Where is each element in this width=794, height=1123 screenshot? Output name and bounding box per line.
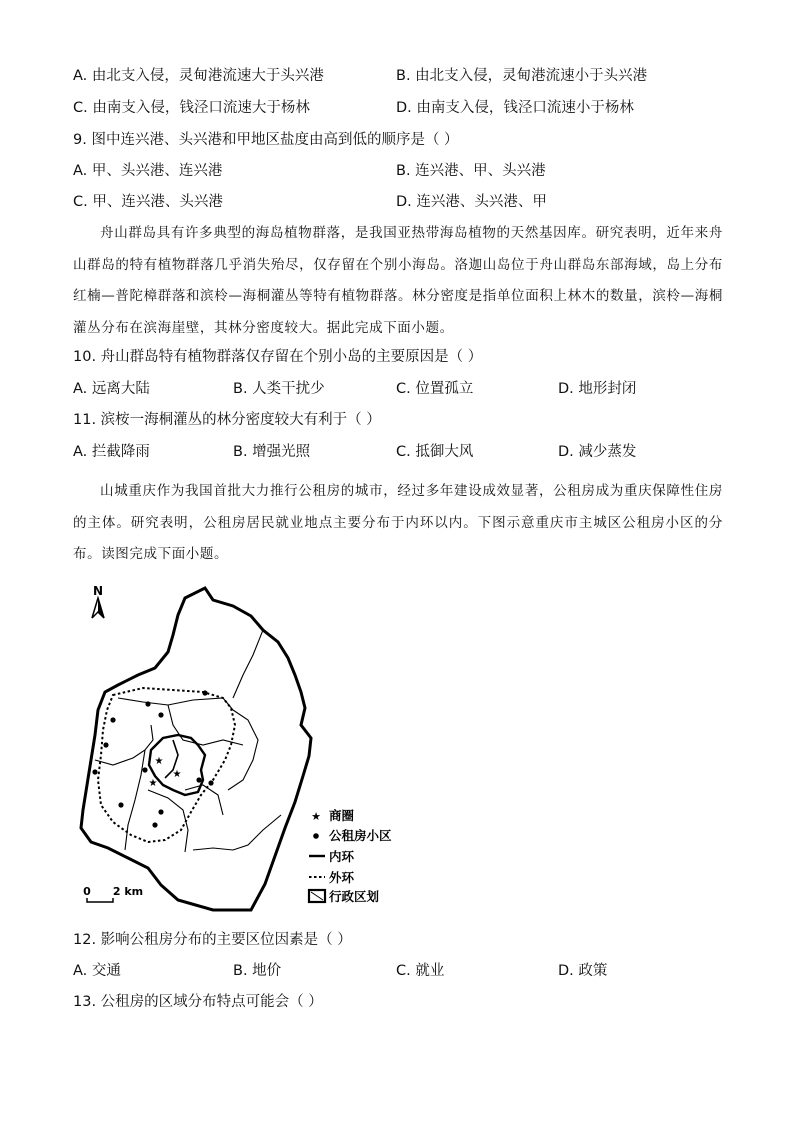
outer-ring (98, 688, 235, 842)
q9-option-b: B. 连兴港、甲、头兴港 (396, 163, 546, 179)
district-boundary (148, 790, 188, 852)
map-legend (309, 808, 392, 904)
q11-option-a: A. 拦截降雨 (73, 444, 150, 460)
legend-label-outer-ring: 外环 (329, 870, 355, 885)
passage1-line-3: 红楠—普陀樟群落和滨柃—海桐灌丛等特有植物群落。林分密度是指单位面积上林木的数量，滨柃—海桐 (73, 288, 723, 304)
q12-stem: 12. 影响公租房分布的主要区位因素是（ ） (73, 932, 352, 948)
q8-option-b: B. 由北支入侵，灵甸港流速小于头兴港 (396, 68, 648, 84)
passage2-line-3: 布。读图完成下面小题。 (73, 546, 229, 562)
q10-option-b: B. 人类干扰少 (233, 381, 325, 397)
q8-option-c: C. 由南支入侵，钱泾口流速大于杨林 (73, 100, 310, 116)
public-rental-dot (152, 822, 157, 827)
q9-option-c: C. 甲、连兴港、头兴港 (73, 194, 223, 210)
passage-zhoushan (73, 218, 723, 344)
north-arrow-icon (92, 584, 104, 618)
public-rental-dot (202, 690, 207, 695)
legend-dot-icon (313, 833, 319, 839)
public-rental-dot (103, 742, 108, 747)
legend-label-business: 商圈 (329, 808, 355, 823)
passage2-line-2: 的主体。研究表明，公租房居民就业地点主要分布于内环以内。下图示意重庆市主城区公租房小区的分 (73, 514, 723, 531)
passage1-line-4: 灌丛分布在滨海崖壁，其林分密度较大。据此完成下面小题。 (73, 319, 454, 336)
passage1-line-1: 舟山群岛具有许多典型的海岛植物群落，是我国亚热带海岛植物的天然基因库。研究表明，近年来舟 (100, 225, 723, 241)
q12-option-a: A. 交通 (73, 963, 121, 979)
legend-label-admin-division: 行政区划 (329, 889, 380, 904)
north-label: N (92, 584, 104, 598)
q10-option-a: A. 远离大陆 (73, 381, 150, 397)
passage1-line-2: 山群岛的特有植物群落几乎消失殆尽，仅存留在个别小海岛。洛迦山岛位于舟山群岛东部海域，岛上分布 (73, 256, 723, 273)
legend-label-rental: 公租房小区 (329, 828, 392, 843)
q8-option-a: A. 由北支入侵，灵甸港流速大于头兴港 (73, 68, 324, 84)
q12-option-c: C. 就业 (396, 963, 445, 979)
public-rental-dot (142, 767, 147, 772)
legend-boundary-icon (309, 890, 325, 902)
business-district-star: ★ (172, 769, 182, 780)
q12-option-b: B. 地价 (233, 963, 282, 979)
district-boundary (185, 785, 223, 815)
public-rental-dot (145, 701, 150, 706)
q13-stem: 13. 公租房的区域分布特点可能会（ ） (73, 994, 323, 1010)
passage-chongqing (73, 476, 723, 571)
q11-option-c: C. 抵御大风 (396, 444, 474, 460)
district-boundary (193, 815, 281, 850)
q9-option-a: A. 甲、头兴港、连兴港 (73, 163, 223, 179)
chongqing-public-rental-map (73, 580, 423, 915)
legend-star-icon: ★ (311, 810, 321, 823)
q9-stem: 9. 图中连兴港、头兴港和甲地区盐度由高到低的顺序是（ ） (73, 132, 459, 148)
scale-zero-label: 0 (83, 885, 91, 898)
public-rental-dot (196, 777, 201, 782)
q11-option-b: B. 增强光照 (233, 444, 311, 460)
q10-option-c: C. 位置孤立 (396, 381, 474, 397)
public-rental-dot (208, 780, 213, 785)
q10-option-d: D. 地形封闭 (558, 381, 637, 397)
public-rental-dot (92, 769, 97, 774)
q10-stem: 10. 舟山群岛特有植物群落仅存留在个别小岛的主要原因是（ ） (73, 349, 483, 365)
q11-option-d: D. 减少蒸发 (558, 444, 637, 460)
passage2-line-1: 山城重庆作为我国首批大力推行公租房的城市，经过多年建设成效显著，公租房成为重庆保障性住房 (100, 483, 723, 499)
public-rental-dot (158, 809, 163, 814)
business-district-star: ★ (154, 756, 164, 767)
q8-option-d: D. 由南支入侵，钱泾口流速小于杨林 (396, 100, 634, 116)
scale-bar (83, 885, 143, 902)
public-rental-dot (158, 712, 163, 717)
legend-label-inner-ring: 内环 (329, 849, 355, 864)
district-boundary (228, 710, 258, 790)
q9-option-d: D. 连兴港、头兴港、甲 (396, 194, 547, 210)
district-boundary (118, 698, 233, 710)
district-boundary (125, 750, 145, 850)
q11-stem: 11. 滨桉一海桐灌丛的林分密度较大有利于（ ） (73, 412, 381, 428)
q12-option-d: D. 政策 (558, 963, 608, 979)
public-rental-markers (92, 690, 213, 827)
business-district-star: ★ (148, 778, 158, 789)
city-boundary (81, 588, 311, 910)
scale-distance-label: 2 km (112, 885, 144, 898)
public-rental-dot (110, 717, 115, 722)
district-boundary (233, 630, 263, 698)
public-rental-dot (118, 802, 123, 807)
